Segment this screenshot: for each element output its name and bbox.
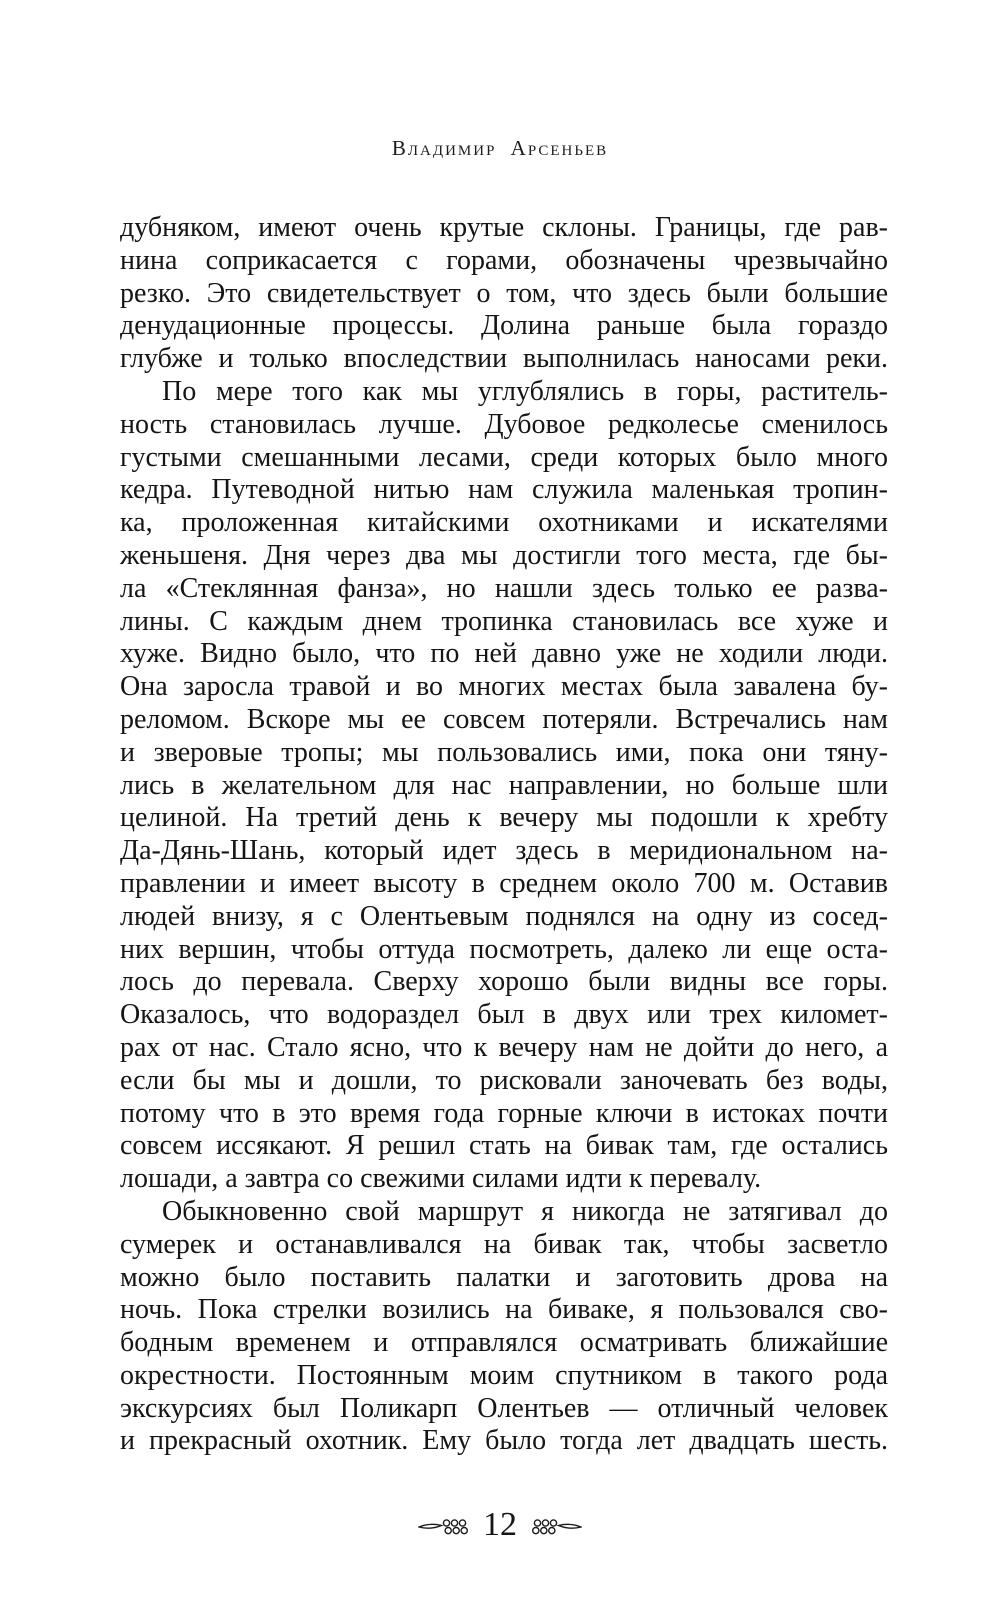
text-line: и прекрасный охотник. Ему было тогда лет двадцать шесть.	[120, 1425, 888, 1457]
text-line: денудационные процессы. Долина раньше была гораздо	[120, 310, 888, 342]
text-line: правлении и имеет высоту в среднем около 700 м. Оставив	[120, 867, 888, 899]
text-line: бодным временем и отправлялся осматривать ближайшие	[120, 1327, 888, 1359]
text-line: потому что в это время года горные ключи в истоках почти	[120, 1097, 888, 1129]
text-line: Обыкновенно свой маршрут я никогда не затягивал до	[162, 1195, 888, 1227]
text-line: можно было поставить палатки и заготовить дрова на	[120, 1261, 888, 1293]
text-line: Да-Дянь-Шань, который идет здесь в меридиональном на-	[120, 835, 888, 867]
page-number: 12	[483, 1506, 517, 1543]
text-line: лошади, а завтра со свежими силами идти к перевалу.	[120, 1163, 762, 1195]
running-head-author: Владимир Арсеньев	[391, 136, 609, 160]
text-line: По мере того как мы углублялись в горы, раститель-	[162, 375, 888, 407]
text-line: ла «Стеклянная фанза», но нашли здесь только ее разва-	[120, 572, 888, 604]
text-line: и зверовые тропы; мы пользовались ими, пока они тяну-	[120, 736, 888, 768]
text-line: совсем иссякают. Я решил стать на бивак там, где остались	[120, 1130, 888, 1162]
text-line: окрестности. Постоянным моим спутником в такого рода	[120, 1359, 888, 1391]
flourish-right-icon	[530, 1514, 582, 1540]
text-line: Она заросла травой и во многих местах была завалена бу-	[120, 671, 888, 703]
text-line: ночь. Пока стрелки возились на биваке, я пользовался сво-	[120, 1294, 888, 1326]
text-line: них вершин, чтобы оттуда посмотреть, далеко ли еще оста-	[120, 933, 888, 965]
text-line: ность становилась лучше. Дубовое редколесье сменилось	[120, 408, 888, 440]
text-line: дубняком, имеют очень крутые склоны. Границы, где рав-	[120, 212, 888, 243]
text-line: кедра. Путеводной нитью нам служила маленькая тропин-	[120, 474, 888, 506]
text-line: целиной. На третий день к вечеру мы подошли к хребту	[120, 802, 888, 834]
text-line: экскурсиях был Поликарп Олентьев — отличный человек	[120, 1392, 888, 1424]
text-line: женьшеня. Дня через два мы достигли того места, где бы-	[120, 539, 888, 571]
text-line: густыми смешанными лесами, среди которых было много	[120, 441, 888, 473]
text-line: если бы мы и дошли, то рисковали заночевать без воды,	[120, 1064, 888, 1096]
page-footer	[0, 1502, 1000, 1552]
text-line: лись в желательном для нас направлении, но больше шли	[120, 769, 888, 801]
text-line: людей внизу, я с Олентьевым поднялся на одну из сосед-	[120, 900, 888, 932]
text-line: резко. Это свидетельствует о том, что здесь были большие	[120, 277, 888, 309]
text-line: Оказалось, что водораздел был в двух или трех километ-	[120, 999, 888, 1031]
text-line: рах от нас. Стало ясно, что к вечеру нам не дойти до него, а	[120, 1031, 888, 1063]
text-line: ка, проложенная китайскими охотниками и искателями	[120, 507, 888, 539]
text-line: лины. С каждым днем тропинка становилась все хуже и	[120, 605, 888, 637]
text-line: нина соприкасается с горами, обозначены чрезвычайно	[120, 244, 888, 276]
text-line: глубже и только впоследствии выполнилась наносами реки.	[120, 343, 888, 375]
body-text	[120, 212, 888, 1458]
text-line: лось до перевала. Сверху хорошо были видны все горы.	[120, 966, 888, 998]
text-line: сумерек и останавливался на бивак так, чтобы засветло	[120, 1228, 888, 1260]
flourish-left-icon	[418, 1514, 470, 1540]
text-line: реломом. Вскоре мы ее совсем потеряли. Встречались нам	[120, 703, 888, 735]
text-line: хуже. Видно было, что по ней давно уже не ходили люди.	[120, 638, 888, 670]
